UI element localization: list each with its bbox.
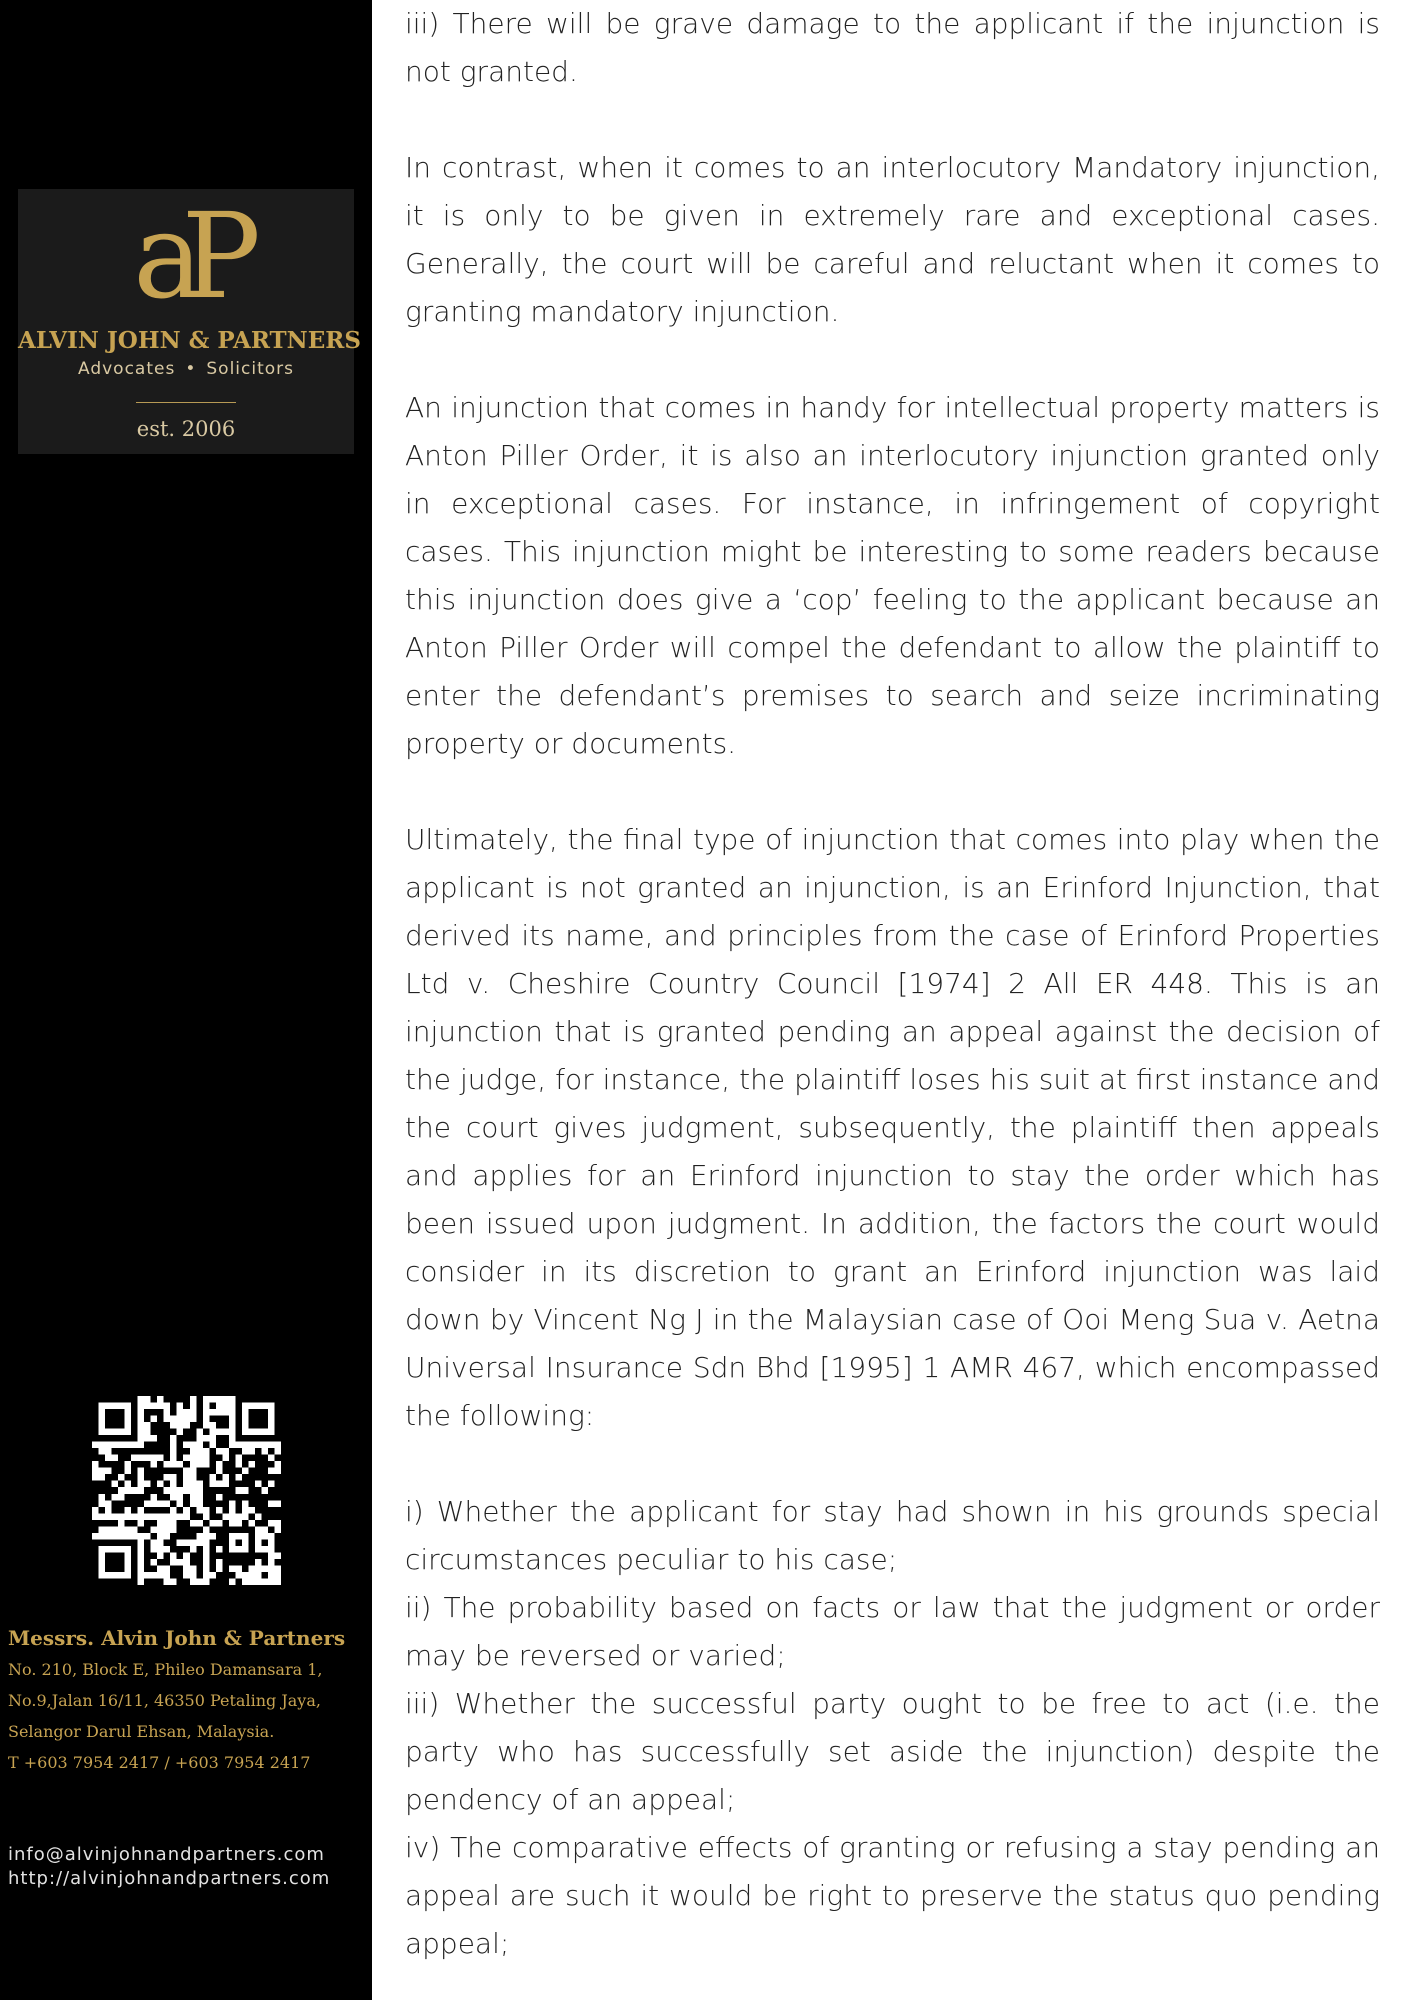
- contact-website[interactable]: http://alvinjohnandpartners.com: [8, 1868, 331, 1889]
- address-phone: T +603 7954 2417 / +603 7954 2417: [8, 1753, 311, 1772]
- list-item-factor-2: ii) The probability based on facts or law that the judgment or order may be reversed or varied;: [405, 1591, 1380, 1672]
- paragraph-grave-damage: iii) There will be grave damage to the applicant if the injunction is not granted.: [405, 7, 1380, 88]
- list-item-factor-1: i) Whether the applicant for stay had shown in his grounds special circumstances peculiar to his case;: [405, 1495, 1380, 1576]
- paragraph-mandatory-injunction: In contrast, when it comes to an interlocutory Mandatory injunction, it is only to be given in extremely rare and exceptional cases. Generally, the court will be careful and reluctant when it comes to granting mandatory injunction.: [405, 151, 1380, 328]
- firm-address: [8, 1622, 368, 1778]
- list-item-factor-3: iii) Whether the successful party ought to be free to act (i.e. the party who has successfully set aside the injunction) despite the pendency of an appeal;: [405, 1687, 1380, 1816]
- sidebar: [0, 0, 372, 2000]
- logo-role-separator: •: [185, 359, 197, 379]
- address-line-2: No.9,Jalan 16/11, 46350 Petaling Jaya,: [8, 1691, 321, 1710]
- article-body: [405, 0, 1380, 1968]
- logo-role-solicitors: Solicitors: [206, 359, 294, 379]
- logo-divider: [136, 402, 236, 403]
- firm-logo: [18, 187, 361, 454]
- list-item-factor-4: iv) The comparative effects of granting or refusing a stay pending an appeal are such it would be right to preserve the status quo pending appeal;: [405, 1831, 1380, 1960]
- firm-contact: [8, 1843, 368, 1891]
- logo-roles: [18, 359, 354, 379]
- qr-code-graphic: [92, 1396, 281, 1585]
- logo-monogram: aP: [133, 187, 239, 325]
- logo-established: est. 2006: [136, 417, 236, 441]
- logo-firm-name: ALVIN JOHN & PARTNERS: [18, 327, 361, 354]
- paragraph-anton-piller: An injunction that comes in handy for intellectual property matters is Anton Piller Order, it is also an interlocutory injunction granted only in exceptional cases. For instance, in infringement of copyright cases. This injunction might be interesting to some readers because this injunction does give a ‘cop’ feeling to the applicant because an Anton Piller Order will compel the defendant to allow the plaintiff to enter the defendant’s premises to search and seize incriminating property or documents.: [405, 391, 1380, 760]
- address-line-3: Selangor Darul Ehsan, Malaysia.: [8, 1722, 275, 1741]
- address-firm-name: Messrs. Alvin John & Partners: [8, 1626, 346, 1650]
- qr-code-icon: [92, 1396, 281, 1585]
- address-line-1: No. 210, Block E, Phileo Damansara 1,: [8, 1660, 323, 1679]
- logo-role-advocates: Advocates: [78, 359, 176, 379]
- paragraph-erinford: Ultimately, the final type of injunction that comes into play when the applicant is not granted an injunction, is an Erinford Injunction, that derived its name, and principles from the case of Erinford Properties Ltd v. Cheshire Country Council [1974] 2 All ER 448. This is an injunction that is granted pending an appeal against the decision of the judge, for instance, the plaintiff loses his suit at first instance and the court gives judgment, subsequently, the plaintiff then appeals and applies for an Erinford injunction to stay the order which has been issued upon judgment. In addition, the factors the court would consider in its discretion to grant an Erinford injunction was laid down by Vincent Ng J in the Malaysian case of Ooi Meng Sua v. Aetna Universal Insurance Sdn Bhd [1995] 1 AMR 467, which encompassed the following:: [405, 823, 1380, 1432]
- contact-email[interactable]: info@alvinjohnandpartners.com: [8, 1844, 325, 1865]
